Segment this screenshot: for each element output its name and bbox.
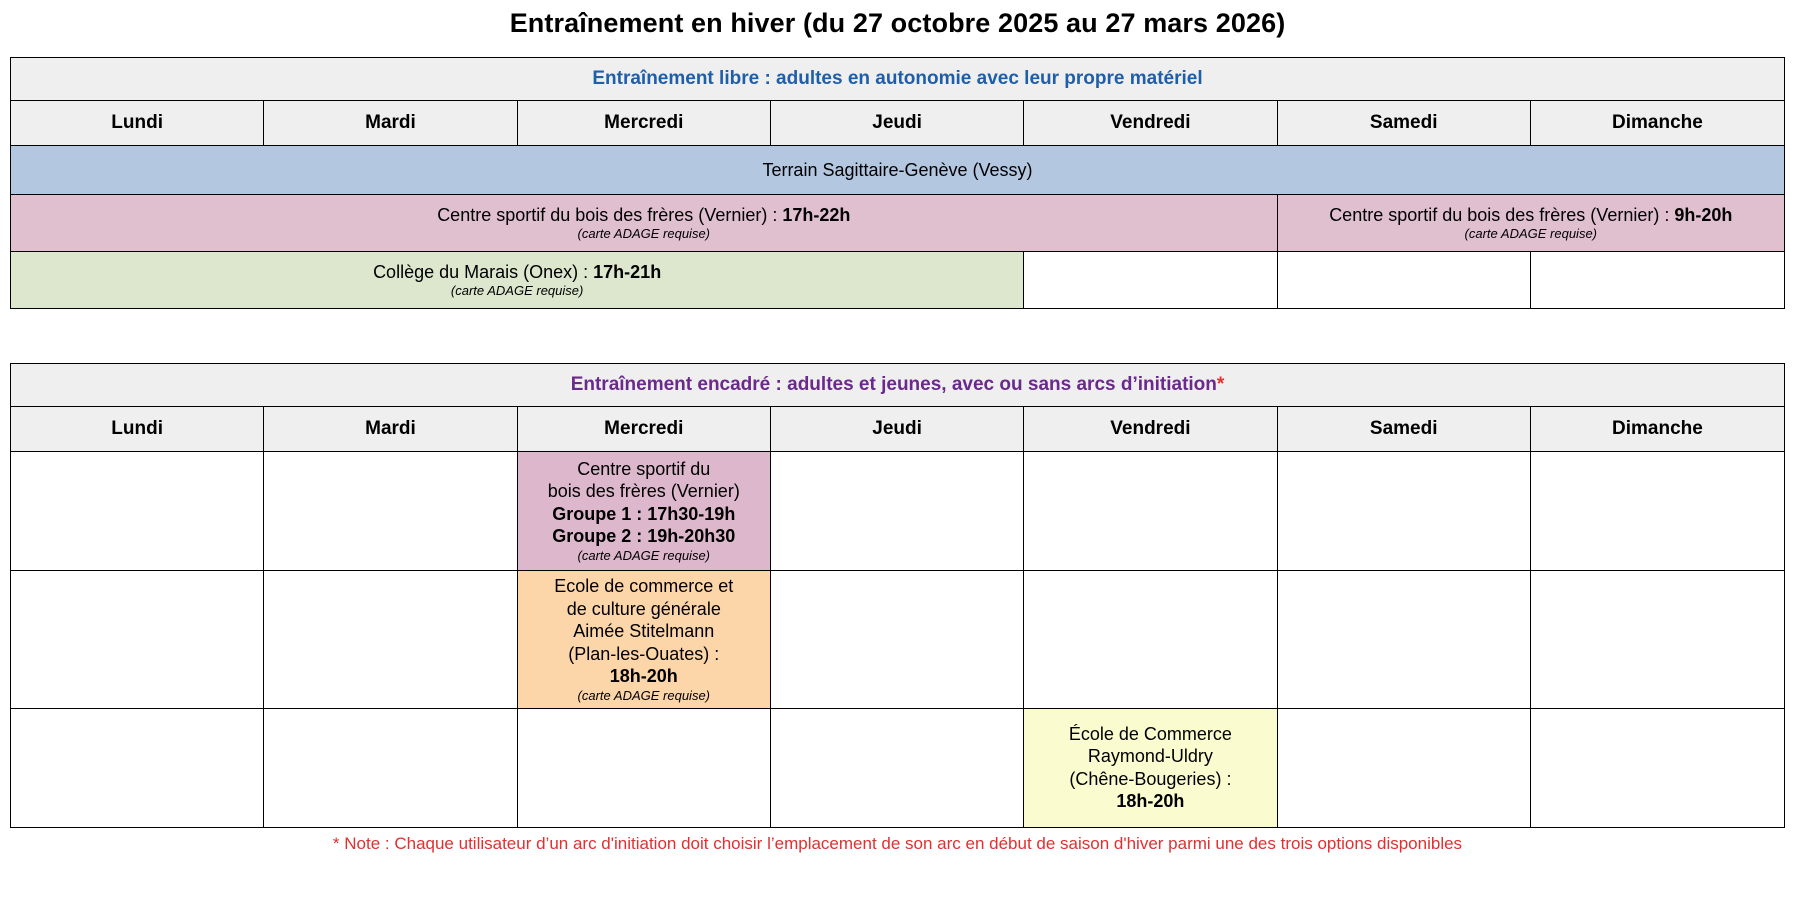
bdf-weekend-place: Centre sportif du bois des frères (Vernier) : [1329,204,1675,225]
coached-band-asterisk: * [1216,374,1225,395]
cell-raymond-uldry [1024,708,1277,827]
cell-coached3-mercredi [517,708,770,827]
terrain-label: Terrain Sagittaire-Genève (Vessy) [762,159,1033,180]
stitelmann-note: (carte ADAGE requise) [577,687,710,703]
stitelmann-line4: (Plan-les-Ouates) : [568,643,720,664]
coached-row-2 [11,571,1785,709]
bdf-weekend-note: (carte ADAGE requise) [1464,226,1597,242]
cell-coached1-jeudi [770,452,1023,571]
bdf-weekday-hours: 17h-22h [782,204,851,225]
bdf-weekend-hours: 9h-20h [1674,204,1733,225]
free-training-table [10,57,1785,309]
free-row-bois-des-freres [11,195,1785,252]
coached-row-1 [11,452,1785,571]
day-header-mercredi: Mercredi [517,101,770,146]
cell-coached2-samedi [1277,571,1530,709]
marais-note: (carte ADAGE requise) [450,283,584,299]
stitelmann-line3: Aimée Stitelmann [573,621,715,641]
cell-coached3-jeudi [770,708,1023,827]
cell-bois-des-freres-coached [517,452,770,571]
bdf-coached-group1: Groupe 1 : 17h30-19h [552,503,736,524]
bdf-coached-line1: Centre sportif du [577,458,711,479]
coached-day-header-samedi: Samedi [1277,407,1530,452]
stitelmann-line2: de culture générale [566,598,721,619]
cell-bois-des-freres-weekend [1277,195,1784,252]
day-header-lundi: Lundi [11,101,264,146]
coached-day-header-vendredi: Vendredi [1024,407,1277,452]
cell-free-empty-vendredi [1024,252,1277,309]
coached-day-header-mercredi: Mercredi [517,407,770,452]
uldry-line3: (Chêne-Bougeries) : [1069,768,1232,789]
stitelmann-line1: Ecole de commerce et [554,576,734,596]
day-header-vendredi: Vendredi [1024,101,1277,146]
cell-coached1-dimanche [1530,452,1784,571]
free-row-marais [11,252,1785,309]
coached-day-header-dimanche: Dimanche [1530,407,1784,452]
uldry-line2: Raymond-Uldry [1087,746,1213,767]
cell-stitelmann [517,571,770,709]
day-header-dimanche: Dimanche [1530,101,1784,146]
table-spacer [10,309,1785,363]
cell-terrain-sagittaire [11,146,1785,195]
cell-free-empty-samedi [1277,252,1530,309]
cell-coached1-vendredi [1024,452,1277,571]
coached-day-header-mardi: Mardi [264,407,517,452]
page-title: Entraînement en hiver (du 27 octobre 2025 au 27 mars 2026) [509,8,1286,38]
bdf-coached-note: (carte ADAGE requise) [577,547,710,563]
free-training-band-label: Entraînement libre : adultes en autonomie avec leur propre matériel [592,68,1203,89]
cell-coached1-samedi [1277,452,1530,571]
footnote: * Note : Chaque utilisateur d’un arc d'initiation doit choisir l’emplacement de son arc en début de saison d'hiver parmi une des trois options disponibles [332,833,1463,853]
coached-day-header-jeudi: Jeudi [770,407,1023,452]
coached-training-band-label: Entraînement encadré : adultes et jeunes, avec ou sans arcs d’initiation [570,374,1217,395]
bdf-weekday-note: (carte ADAGE requise) [577,226,710,242]
marais-hours: 17h-21h [593,261,662,282]
cell-coached3-dimanche [1530,708,1784,827]
day-header-samedi: Samedi [1277,101,1530,146]
cell-coached2-mardi [264,571,517,709]
coached-training-table [10,363,1785,828]
coached-training-band [11,364,1785,407]
cell-coached3-samedi [1277,708,1530,827]
cell-coached2-jeudi [770,571,1023,709]
day-header-mardi: Mardi [264,101,517,146]
bdf-coached-group2: Groupe 2 : 19h-20h30 [552,526,736,547]
day-header-jeudi: Jeudi [770,101,1023,146]
cell-coached2-lundi [11,571,264,709]
schedule-page [0,8,1795,860]
bdf-weekday-place: Centre sportif du bois des frères (Vernier) : [437,204,783,225]
cell-college-du-marais [11,252,1024,309]
coached-row-3 [11,708,1785,827]
uldry-hours: 18h-20h [1116,791,1185,812]
cell-free-empty-dimanche [1530,252,1784,309]
free-row-terrain [11,146,1785,195]
coached-day-header-lundi: Lundi [11,407,264,452]
cell-coached3-mardi [264,708,517,827]
cell-coached2-vendredi [1024,571,1277,709]
uldry-line1: École de Commerce [1068,723,1232,744]
marais-place: Collège du Marais (Onex) : [373,261,594,282]
bdf-coached-line2: bois des frères (Vernier) [547,481,740,502]
stitelmann-hours: 18h-20h [609,666,678,686]
cell-coached2-dimanche [1530,571,1784,709]
cell-coached3-lundi [11,708,264,827]
coached-day-header-row [11,407,1785,452]
free-training-band [11,58,1785,101]
cell-bois-des-freres-weekdays [11,195,1278,252]
cell-coached1-mardi [264,452,517,571]
free-day-header-row [11,101,1785,146]
cell-coached1-lundi [11,452,264,571]
